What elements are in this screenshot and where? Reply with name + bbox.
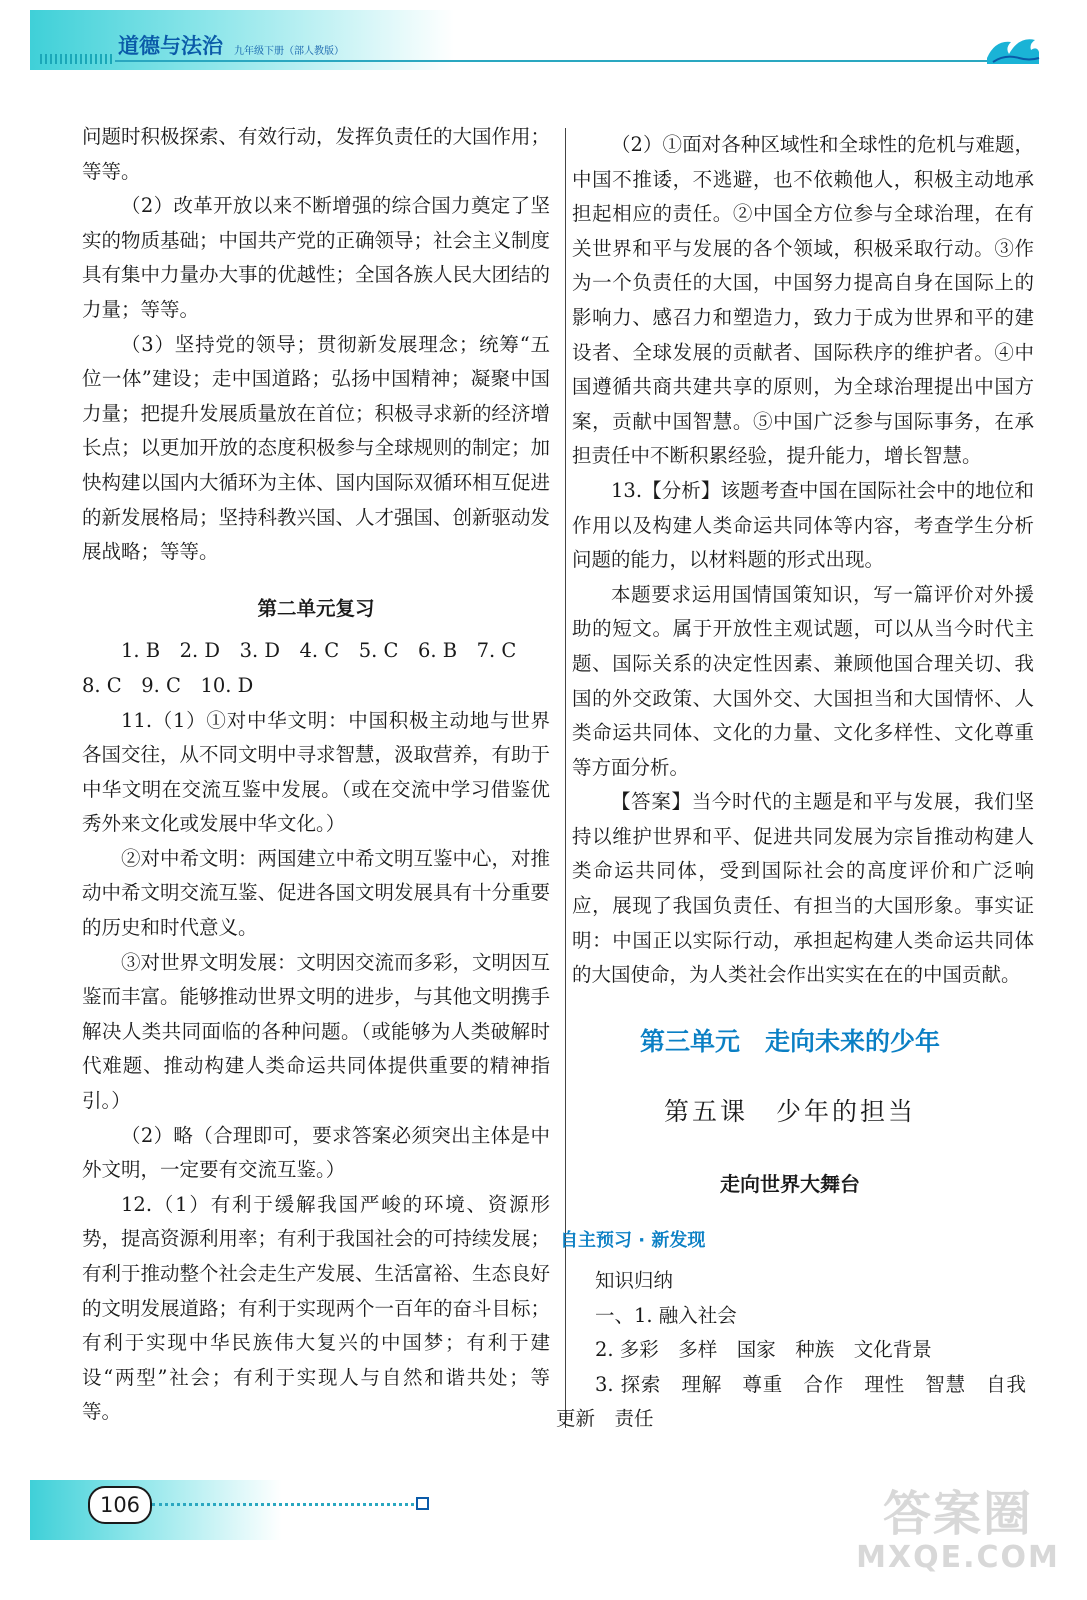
wave-logo-icon	[985, 28, 1040, 68]
knowledge-heading: 知识归纳	[595, 1269, 674, 1292]
answer-key-line: 1. B 2. D 3. D 4. C 5. C 6. B 7. C	[121, 639, 517, 663]
knowledge-item: 3. 探索 理解 尊重 合作 理性 智慧 自我更新 责任	[556, 1372, 1026, 1431]
answer-paragraph: ②对中希文明：两国建立中希文明互鉴中心，对推动中希文明交流互鉴、促进各国文明发展具有十分重要的历史和时代意义。	[82, 846, 551, 940]
header-title: 道德与法治	[118, 34, 223, 58]
review-title: 第二单元复习	[257, 596, 375, 620]
header-subtitle: 九年级下册（部人教版）	[234, 46, 344, 57]
unit-title: 第三单元 走向未来的少年	[639, 1027, 940, 1056]
footer-dotted-line	[152, 1503, 414, 1506]
answer-paragraph: 11.（1）①对中华文明：中国积极主动地与世界各国交往，从不同文明中寻求智慧，汲取营养，有助于中华文明在交流互鉴中发展。（或在交流中学习借鉴优秀外来文化或发展中华文化。）	[82, 708, 551, 836]
left-column	[82, 120, 550, 1430]
watermark-main: 答案圈	[882, 1486, 1033, 1542]
answer-paragraph: （3）坚持党的领导；贯彻新发展理念；统筹“五位一体”建设；走中国道路；弘扬中国精神；凝聚中国力量；把提升发展质量放在首位；积极寻求新的经济增长点；以更加开放的态度积极参与全球规则的制定；加快构建以国内大循环为主体、国内国际双循环相互促进的新发展格局；坚持科教兴国、人才强国、创新驱动发展战略；等等。	[82, 332, 551, 564]
header-ticks	[40, 54, 115, 64]
lesson-title: 第五课 少年的担当	[663, 1097, 916, 1126]
footer-square-icon	[416, 1497, 429, 1510]
knowledge-block	[556, 1264, 1026, 1437]
answer-paragraph: ③对世界文明发展：文明因交流而多彩，文明因互鉴而丰富。能够推动世界文明的进步，与其他文明携手解决人类共同面临的各种问题。（或能够为人类破解时代难题、推动构建人类命运共同体提供重要的精神指引。）	[82, 950, 551, 1113]
answer-paragraph: 12.（1）有利于缓解我国严峻的环境、资源形势，提高资源利用率；有利于我国社会的可持续发展；有利于推动整个社会走生产发展、生活富裕、生态良好的文明发展道路；有利于实现两个一百年的奋斗目标；有利于实现中华民族伟大复兴的中国梦；有利于建设“两型”社会；有利于实现人与自然和谐共处；等等。	[82, 1192, 551, 1424]
section-title: 走向世界大舞台	[720, 1172, 860, 1196]
knowledge-item: 2. 多彩 多样 国家 种族 文化背景	[595, 1338, 932, 1362]
answer-paragraph: （2）略（合理即可，要求答案必须突出主体是中外文明，一定要有交流互鉴。）	[82, 1123, 550, 1182]
knowledge-item: 一、1. 融入社会	[595, 1303, 737, 1327]
right-column	[572, 128, 1034, 993]
answer-paragraph: （2）改革开放以来不断增强的综合国力奠定了坚实的物质基础；中国共产党的正确领导；社会主义制度具有集中力量办大事的优越性；全国各族人民大团结的力量；等等。	[82, 194, 551, 321]
continuation-text: 问题时积极探索、有效行动，发挥负责任的大国作用；等等。	[82, 125, 551, 183]
header-rule	[115, 60, 1035, 62]
answer-paragraph: 【答案】当今时代的主题是和平与发展，我们坚持以维护世界和平、促进共同发展为宗旨推动构建人类命运共同体，受到国际社会的高度评价和广泛响应，展现了我国负责任、有担当的大国形象。事实证明：中国正以实际行动，承担起构建人类命运共同体的大国使命，为人类社会作出实实在在的中国贡献。	[572, 790, 1034, 987]
page-number: 106	[88, 1486, 152, 1524]
answer-paragraph: （2）①面对各种区域性和全球性的危机与难题，中国不推诿，不逃避，也不依赖他人，积极主动地承担起相应的责任。②中国全方位参与全球治理，在有关世界和平与发展的各个领域，积极采取行动。③作为一个负责任的大国，中国努力提高自身在国际上的影响力、感召力和塑造力，致力于成为世界和平的建设者、全球发展的贡献者、国际秩序的维护者。④中国遵循共商共建共享的原则，为全球治理提出中国方案，贡献中国智慧。⑤中国广泛参与国际事务，在承担责任中不断积累经验，提升能力，增长智慧。	[572, 133, 1034, 468]
analysis-paragraph: 13.【分析】该题考查中国在国际社会中的地位和作用以及构建人类命运共同体等内容，考查学生分析问题的能力，以材料题的形式出现。	[572, 478, 1034, 572]
watermark	[848, 1488, 1068, 1588]
watermark-sub: MXQE.COM	[856, 1540, 1060, 1575]
answer-key-line: 8. C 9. C 10. D	[82, 673, 254, 697]
analysis-paragraph: 本题要求运用国情国策知识，写一篇评价对外援助的短文。属于开放性主观试题，可以从当今时代主题、国际关系的决定性因素、兼顾他国合理关切、我国的外交政策、大国外交、大国担当和大国情怀、人类命运共同体、文化的力量、文化多样性、文化尊重等方面分析。	[572, 582, 1034, 779]
preview-label: 自主预习 · 新发现	[560, 1230, 706, 1251]
